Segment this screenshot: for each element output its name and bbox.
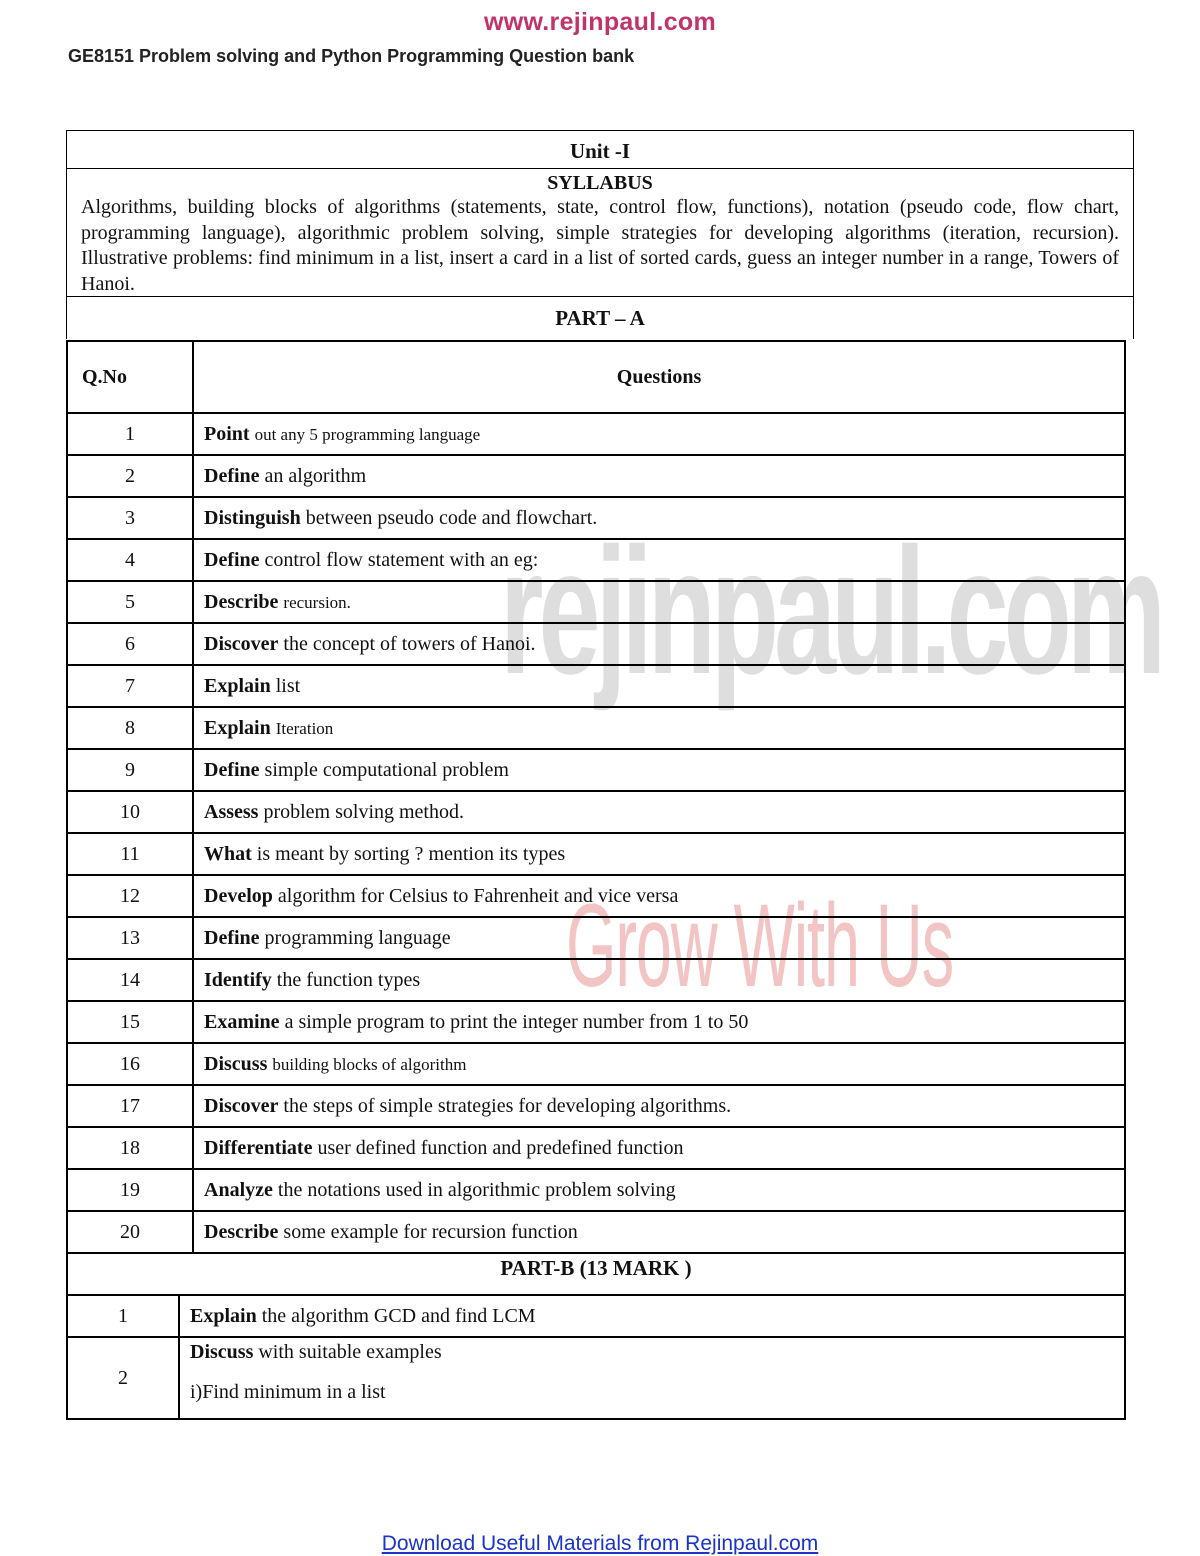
question-verb: Define	[204, 926, 260, 949]
part-a-heading: PART – A	[66, 297, 1134, 339]
table-row	[67, 1085, 1125, 1127]
question-text	[193, 791, 1125, 833]
question-verb: What	[204, 842, 252, 865]
question-number: 16	[67, 1043, 193, 1085]
table-row	[67, 497, 1125, 539]
question-number: 20	[67, 1211, 193, 1253]
question-verb: Define	[204, 758, 260, 781]
unit-title: Unit -I	[66, 131, 1134, 169]
question-verb: Examine	[204, 1010, 280, 1033]
question-text	[193, 581, 1125, 623]
question-rest: user defined function and predefined function	[317, 1136, 684, 1159]
question-text	[193, 623, 1125, 665]
question-number: 1	[67, 413, 193, 455]
table-row	[67, 1001, 1125, 1043]
table-header-row	[67, 341, 1125, 413]
syllabus-heading: SYLLABUS	[547, 172, 653, 194]
question-text	[193, 455, 1125, 497]
question-rest: is meant by sorting ? mention its types	[256, 842, 566, 865]
question-text	[193, 875, 1125, 917]
question-number: 11	[67, 833, 193, 875]
question-text	[193, 1085, 1125, 1127]
question-text	[193, 413, 1125, 455]
question-verb: Analyze	[204, 1178, 273, 1201]
part-b-heading: PART-B (13 MARK )	[66, 1252, 1126, 1294]
question-rest: the concept of towers of Hanoi.	[283, 632, 536, 655]
syllabus-section	[66, 169, 1134, 297]
question-number: 15	[67, 1001, 193, 1043]
watermark-text: rejinpaul.com	[500, 511, 1162, 712]
question-rest: algorithm for Celsius to Fahrenheit and vice versa	[277, 884, 679, 907]
question-text	[193, 1127, 1125, 1169]
question-text	[193, 833, 1125, 875]
question-number: 19	[67, 1169, 193, 1211]
question-number: 1	[67, 1295, 179, 1337]
question-rest: building blocks of algorithm	[272, 1054, 467, 1074]
table-row	[67, 917, 1125, 959]
question-number: 9	[67, 749, 193, 791]
site-url-header[interactable]: www.rejinpaul.com	[484, 8, 716, 36]
question-text	[193, 749, 1125, 791]
table-row	[67, 707, 1125, 749]
table-row	[67, 1211, 1125, 1253]
table-row	[67, 413, 1125, 455]
table-row	[67, 455, 1125, 497]
question-text	[193, 1001, 1125, 1043]
part-a-table	[66, 340, 1126, 1254]
question-rest: with suitable examples	[258, 1341, 442, 1363]
question-number: 10	[67, 791, 193, 833]
table-row	[67, 1169, 1125, 1211]
table-row	[67, 959, 1125, 1001]
question-number: 8	[67, 707, 193, 749]
question-rest: recursion.	[283, 592, 351, 612]
question-text	[193, 1211, 1125, 1253]
question-rest: the algorithm GCD and find LCM	[261, 1304, 536, 1327]
footer-download-link[interactable]: Download Useful Materials from Rejinpaul.com	[381, 1532, 819, 1555]
question-verb: Discover	[204, 1094, 279, 1117]
question-subpart: i)Find minimum in a list	[190, 1381, 386, 1403]
table-row	[67, 1127, 1125, 1169]
table-row	[67, 623, 1125, 665]
question-text	[193, 959, 1125, 1001]
question-verb: Differentiate	[204, 1136, 313, 1159]
question-verb: Explain	[190, 1304, 257, 1327]
question-number: 14	[67, 959, 193, 1001]
question-rest: an algorithm	[264, 464, 367, 487]
question-main-line	[190, 1338, 1124, 1378]
syllabus-text: Algorithms, building blocks of algorithms (statements, state, control flow, functions), notation (pseudo code, flow chart, programming language), algorithmic problem solving, simple strategies for developing algorithms (iteration, recursion). Illustrative problems: find minimum in a list, insert a card in a list of sorted cards, guess an integer number in a range, Towers of Hanoi.	[81, 196, 1119, 295]
question-text	[193, 497, 1125, 539]
table-row	[67, 539, 1125, 581]
question-number: 13	[67, 917, 193, 959]
question-number: 2	[67, 1337, 179, 1419]
table-row	[67, 1295, 1125, 1337]
question-verb: Describe	[204, 590, 279, 613]
question-number: 6	[67, 623, 193, 665]
question-verb: Assess	[204, 800, 259, 823]
question-verb: Explain	[204, 674, 271, 697]
table-row	[67, 665, 1125, 707]
question-text	[193, 539, 1125, 581]
question-rest: list	[275, 674, 301, 697]
question-number: 12	[67, 875, 193, 917]
question-number: 5	[67, 581, 193, 623]
question-text	[179, 1337, 1125, 1419]
question-rest: Iteration	[275, 718, 334, 738]
table-row	[67, 791, 1125, 833]
question-rest: the steps of simple strategies for developing algorithms.	[283, 1094, 732, 1117]
table-row	[67, 833, 1125, 875]
col-questions-header: Questions	[193, 341, 1125, 413]
question-rest: the notations used in algorithmic problem solving	[277, 1178, 676, 1201]
question-number: 7	[67, 665, 193, 707]
question-verb: Discuss	[190, 1341, 254, 1363]
col-qno-header: Q.No	[67, 341, 193, 413]
table-row	[67, 749, 1125, 791]
question-verb: Distinguish	[204, 506, 301, 529]
question-verb: Explain	[204, 716, 271, 739]
question-rest: the function types	[276, 968, 421, 991]
question-rest: some example for recursion function	[283, 1220, 578, 1243]
question-verb: Discover	[204, 632, 279, 655]
watermark-slogan: Grow With Us	[566, 880, 954, 1012]
question-text	[193, 917, 1125, 959]
table-row	[67, 1043, 1125, 1085]
unit-frame	[66, 130, 1134, 339]
question-text	[193, 665, 1125, 707]
question-number: 2	[67, 455, 193, 497]
question-verb: Identify	[204, 968, 272, 991]
question-rest: problem solving method.	[263, 800, 464, 823]
table-row	[67, 875, 1125, 917]
question-verb: Define	[204, 548, 260, 571]
question-number: 3	[67, 497, 193, 539]
question-text	[179, 1295, 1125, 1337]
question-text	[193, 1169, 1125, 1211]
question-rest: simple computational problem	[264, 758, 509, 781]
question-rest: between pseudo code and flowchart.	[305, 506, 598, 529]
table-row	[67, 1337, 1125, 1419]
question-number: 17	[67, 1085, 193, 1127]
part-b-table	[66, 1294, 1126, 1420]
question-text	[193, 1043, 1125, 1085]
document-title: GE8151 Problem solving and Python Programming Question bank	[68, 46, 635, 66]
question-rest: a simple program to print the integer number from 1 to 50	[284, 1010, 749, 1033]
question-verb: Discuss	[204, 1052, 268, 1075]
question-rest: programming language	[264, 926, 451, 949]
question-rest: control flow statement with an eg:	[264, 548, 539, 571]
table-row	[67, 581, 1125, 623]
question-verb: Describe	[204, 1220, 279, 1243]
question-verb: Define	[204, 464, 260, 487]
question-text	[193, 707, 1125, 749]
question-rest: out any 5 programming language	[254, 424, 481, 444]
question-number: 18	[67, 1127, 193, 1169]
question-verb: Point	[204, 422, 250, 445]
question-number: 4	[67, 539, 193, 581]
question-verb: Develop	[204, 884, 273, 907]
